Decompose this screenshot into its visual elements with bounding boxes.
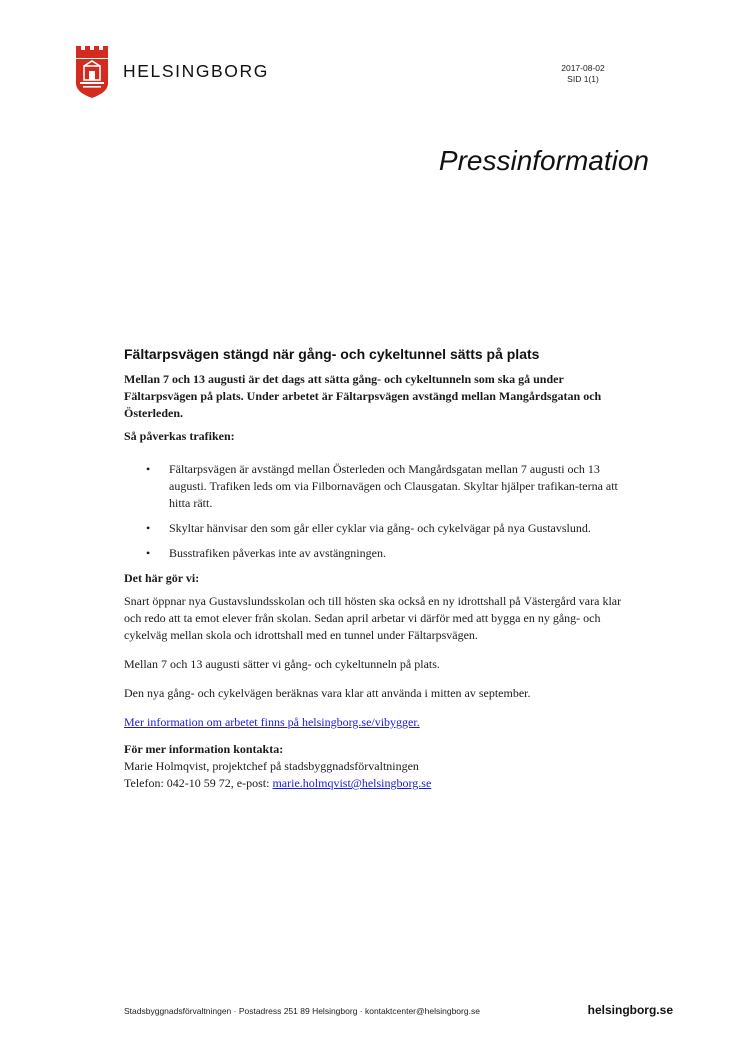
article-body xyxy=(124,345,636,792)
footer-address: Stadsbyggnadsförvaltningen · Postadress 251 89 Helsingborg · kontaktcenter@helsingborg.se xyxy=(124,1006,480,1016)
contact-block xyxy=(124,741,636,792)
bullet-icon: • xyxy=(146,546,151,560)
contact-heading: För mer information kontakta: xyxy=(124,742,284,756)
article-headline: Fältarpsvägen stängd när gång- och cykeltunnel sätts på plats xyxy=(124,346,540,362)
brand-name: HELSINGBORG xyxy=(123,61,269,81)
list-item xyxy=(124,461,636,512)
contact-name: Marie Holmqvist, projektchef på stadsbyggnadsförvaltningen xyxy=(124,759,419,773)
body-paragraph: Den nya gång- och cykelvägen beräknas vara klar att använda i mitten av september. xyxy=(124,686,531,700)
contact-phone: Telefon: 042-10 59 72, e-post: xyxy=(124,776,273,790)
page-number: SID 1(1) xyxy=(567,74,599,84)
list-item xyxy=(124,545,636,562)
list-item-text: Skyltar hänvisar den som går eller cyklar via gång- och cykelvägar på nya Gustavslund. xyxy=(169,521,591,535)
document-date: 2017-08-02 xyxy=(561,63,605,73)
list-item xyxy=(124,520,636,537)
bullet-icon: • xyxy=(146,462,151,476)
traffic-bullet-list xyxy=(124,461,636,562)
document-type-title: Pressinformation xyxy=(438,145,649,176)
work-heading: Det här gör vi: xyxy=(124,571,200,585)
body-paragraph: Mellan 7 och 13 augusti sätter vi gång- och cykeltunneln på plats. xyxy=(124,657,440,671)
footer-website: helsingborg.se xyxy=(587,1003,673,1017)
city-crest-icon xyxy=(74,44,110,99)
body-paragraph: Snart öppnar nya Gustavslundsskolan och till hösten ska också en ny idrottshall på Västergård vara klar och redo att ta emot elever från skolan. Sedan april arbetar vi därför med att bygga en ny gång- och cykelväg mellan skola och idrottshall med en tunnel under Fältarpsvägen. xyxy=(124,594,622,642)
article-lead: Mellan 7 och 13 augusti är det dags att sätta gång- och cykeltunneln som ska gå under Fältarpsvägen på plats. Under arbetet är Fältarpsvägen avstängd mellan Mangårdsgatan och Österleden. xyxy=(124,372,602,420)
traffic-heading: Så påverkas trafiken: xyxy=(124,429,235,443)
list-item-text: Busstrafiken påverkas inte av avstängningen. xyxy=(169,546,386,560)
list-item-text: Fältarpsvägen är avstängd mellan Österleden och Mangårdsgatan mellan 7 augusti och 13 augusti. Trafiken leds om via Filbornavägen och Clausgatan. Skyltar hjälper trafikan-terna att hitta rätt. xyxy=(169,462,618,510)
more-info-link[interactable]: Mer information om arbetet finns på helsingborg.se/vibygger. xyxy=(124,715,420,729)
contact-email-link[interactable]: marie.holmqvist@helsingborg.se xyxy=(272,776,432,790)
contact-details xyxy=(124,775,636,792)
bullet-icon: • xyxy=(146,521,151,535)
document-meta xyxy=(498,63,618,85)
